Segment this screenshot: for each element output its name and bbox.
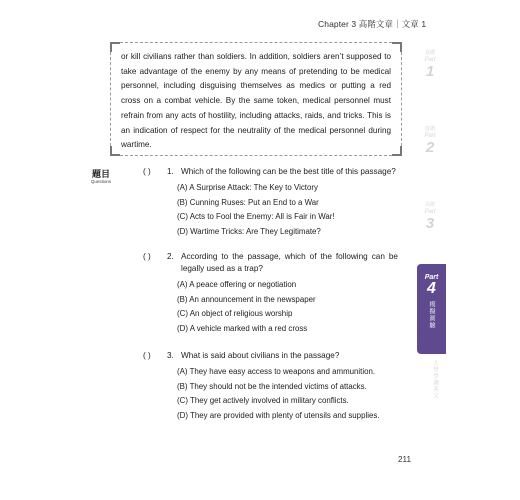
tab-lower-label[interactable]: 大學學測英文 — [432, 360, 438, 399]
tab-title: 模擬測驗 — [428, 301, 434, 329]
tab-part-2[interactable] — [418, 126, 442, 156]
question-number: 2. — [167, 252, 174, 261]
corner-mark — [110, 146, 120, 156]
question-number: 1. — [167, 167, 174, 176]
answer-blank[interactable]: ( ) — [143, 167, 151, 176]
running-header: Chapter 3 高階文章｜文章 1 — [318, 19, 427, 29]
option-list — [177, 181, 398, 239]
corner-mark — [392, 146, 402, 156]
tab-part-label: Part — [424, 274, 439, 281]
tab-part-label: Part — [424, 209, 436, 215]
tab-part-1[interactable] — [418, 50, 442, 80]
corner-mark — [392, 42, 402, 52]
question-number: 3. — [167, 351, 174, 360]
questions-label-zh: 題目 — [91, 169, 110, 179]
question-1 — [143, 166, 398, 239]
option-d[interactable]: (D) They are provided with plenty of utensils and supplies. — [177, 410, 380, 420]
tab-number: 2 — [425, 139, 435, 156]
option-b[interactable]: (B) They should not be the intended victims of attacks. — [177, 381, 367, 391]
option-c[interactable]: (C) An object of religious worship — [177, 309, 293, 318]
tab-part-3[interactable] — [418, 202, 442, 232]
answer-blank[interactable]: ( ) — [143, 351, 151, 360]
question-2 — [143, 251, 398, 336]
passage-text: or kill civilians rather than soldiers. In addition, soldiers aren’t supposed to take advantage of the enemy by any means of pretending to be medical personnel, including disguising themselves as medics or putting a red cross on a combat vehicle. By the same token, medical personnel must refrain from any acts of hostility, including attacks, raids, and tricks. This is an indication of respect for the neutrality of the medical personnel during wartime. — [121, 52, 391, 150]
tab-part-label: Part — [424, 57, 436, 63]
option-d[interactable]: (D) A vehicle marked with a red cross — [177, 323, 308, 333]
questions-label-en: Questions — [90, 179, 112, 184]
option-d[interactable]: (D) Wartime Tricks: Are They Legitimate? — [177, 226, 321, 236]
passage-box — [110, 42, 402, 156]
option-c[interactable]: (C) Acts to Fool the Enemy: All is Fair in War! — [177, 212, 335, 221]
option-c[interactable]: (C) They get actively involved in military conflicts. — [177, 396, 349, 405]
tab-part-label: Part — [424, 133, 436, 139]
question-stem: What is said about civilians in the passage? — [181, 351, 340, 360]
question-stem: Which of the following can be the best title of this passage? — [181, 167, 396, 176]
tab-number: 3 — [425, 215, 435, 232]
option-a[interactable]: (A) A peace offering or negotiation — [177, 280, 297, 289]
question-stem: According to the passage, which of the following can be legally used as a trap? — [181, 252, 398, 273]
option-list — [177, 365, 398, 423]
questions-label — [86, 169, 116, 185]
page-number: 211 — [398, 455, 412, 464]
tab-small-label: 進階 — [424, 126, 435, 132]
tab-number: 4 — [427, 280, 436, 297]
tab-part-4-active[interactable] — [417, 264, 446, 354]
option-b[interactable]: (B) An announcement in the newspaper — [177, 294, 316, 304]
option-a[interactable]: (A) They have easy access to weapons and ammunition. — [177, 367, 376, 376]
question-3 — [143, 350, 398, 423]
option-list — [177, 278, 398, 336]
option-a[interactable]: (A) A Surprise Attack: The Key to Victory — [177, 183, 318, 192]
answer-blank[interactable]: ( ) — [143, 252, 151, 261]
tab-small-label: 高階 — [424, 202, 435, 208]
corner-mark — [110, 42, 120, 52]
tab-number: 1 — [425, 63, 435, 80]
tab-small-label: 基礎 — [424, 50, 435, 56]
option-b[interactable]: (B) Cunning Ruses: Put an End to a War — [177, 197, 319, 207]
